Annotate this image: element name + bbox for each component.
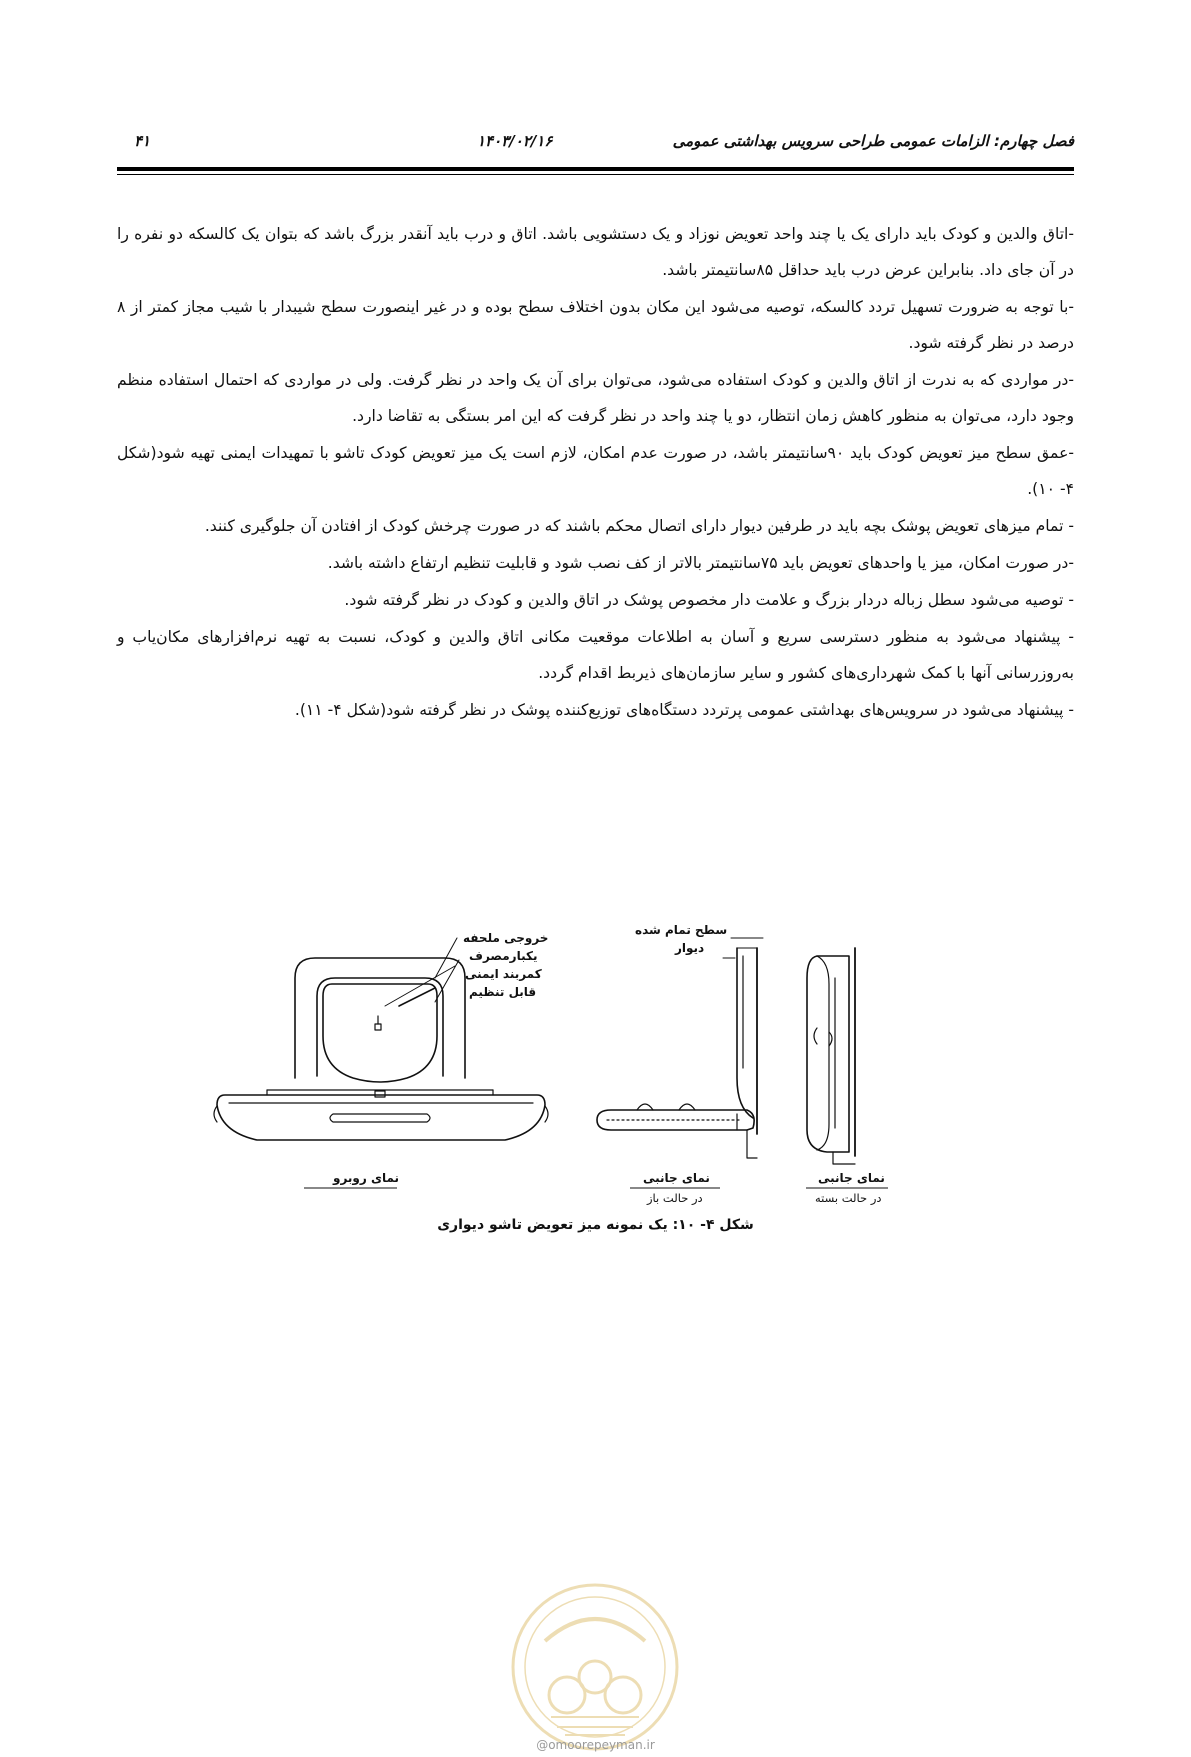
paragraph: -در مواردی که به ندرت از اتاق والدین و کودک استفاده می‌شود، می‌توان برای آن یک واحد در نظر گرفت. ولی در مواردی که احتمال استفاده منظم وجود دارد، می‌توان به منظور کاهش زمان انتظار، دو یا چند واحد در نظر گرفت که این امر بستگی به تقاضا دارد. [117, 371, 1074, 425]
page-number: ۴۱ [134, 132, 151, 150]
callout-finished-surface: سطح تمام شده [635, 923, 728, 937]
side-closed-drawing [807, 948, 855, 1164]
callout-sheet-outlet: خروجی ملحفه [463, 931, 549, 945]
paragraph: -با توجه به ضرورت تسهیل تردد کالسکه، توصیه می‌شود این مکان بدون اختلاف سطح بوده و در غیر اینصورت سطح شیبدار با شیب مجاز کمتر از ۸ درصد در نظر گرفته شود. [117, 298, 1074, 352]
chapter-title: فصل چهارم: الزامات عمومی طراحی سرویس بهداشتی عمومی [672, 132, 1074, 150]
paragraph: -عمق سطح میز تعویض کودک باید ۹۰سانتیمتر باشد، در صورت عدم امکان، لازم است یک میز تعویض کودک تاشو با تمهیدات ایمنی تهیه شود(شکل ۴- ۱۰). [117, 444, 1075, 498]
header-rule-thick [117, 167, 1074, 171]
paragraph: -اتاق والدین و کودک باید دارای یک یا چند واحد تعویض نوزاد و یک دستشویی باشد. اتاق و درب باید آنقدر بزرگ باشد که بتوان یک کالسکه دو نفره را در آن جای داد. بنابراین عرض درب باید حداقل ۸۵سانتیمتر باشد. [117, 225, 1074, 279]
watermark-logo [505, 1577, 685, 1757]
header-date: ۱۴۰۳/۰۲/۱۶ [477, 132, 553, 150]
side-closed-label: نمای جانبی [818, 1171, 885, 1185]
callout-adjustable: قابل تنظیم [469, 985, 537, 999]
callout-disposable: یکبارمصرف [469, 949, 538, 963]
paragraph: - توصیه می‌شود سطل زباله دردار بزرگ و علامت دار مخصوص پوشک در اتاق والدین و کودک در نظر گرفته شود. [344, 591, 1074, 609]
paragraph: - تمام میزهای تعویض پوشک بچه باید در طرفین دیوار دارای اتصال محکم باشند که در صورت چرخش کودک از افتادن آن جلوگیری کنند. [204, 517, 1074, 535]
body-text [117, 216, 1074, 729]
changing-table-drawing [117, 918, 1074, 1218]
paragraph: -در صورت امکان، میز یا واحدهای تعویض باید ۷۵سانتیمتر بالاتر از کف نصب شود و قابلیت تنظیم ارتفاع داشته باشد. [327, 554, 1074, 572]
callout-wall: دیوار [675, 941, 705, 955]
watermark-text: @omoorepeyman.ir [536, 1738, 655, 1752]
callout-safety-belt: کمربند ایمنی [465, 967, 542, 981]
side-closed-sublabel: در حالت بسته [815, 1191, 882, 1205]
paragraph: - پیشنهاد می‌شود در سرویس‌های بهداشتی عمومی پرتردد دستگاه‌های توزیع‌کننده پوشک در نظر گرفته شود(شکل ۴- ۱۱). [294, 701, 1074, 719]
changing-table-figure [117, 918, 1074, 1248]
header-rule-thin [117, 174, 1074, 175]
side-open-sublabel: در حالت باز [647, 1191, 703, 1205]
side-open-label: نمای جانبی [643, 1171, 710, 1185]
figure-caption: شکل ۴- ۱۰: یک نمونه میز تعویض تاشو دیواری [437, 1217, 754, 1233]
paragraph: - پیشنهاد می‌شود به منظور دسترسی سریع و آسان به اطلاعات موقعیت مکانی اتاق والدین و کودک، نسبت به تهیه نرم‌افزارهای مکان‌یاب و به‌روزرسانی آنها با کمک شهرداری‌های کشور و سایر سازمان‌های ذیربط اقدام گردد. [117, 628, 1074, 682]
side-open-drawing [597, 938, 763, 1158]
front-view-label: نمای روبرو [333, 1171, 400, 1185]
